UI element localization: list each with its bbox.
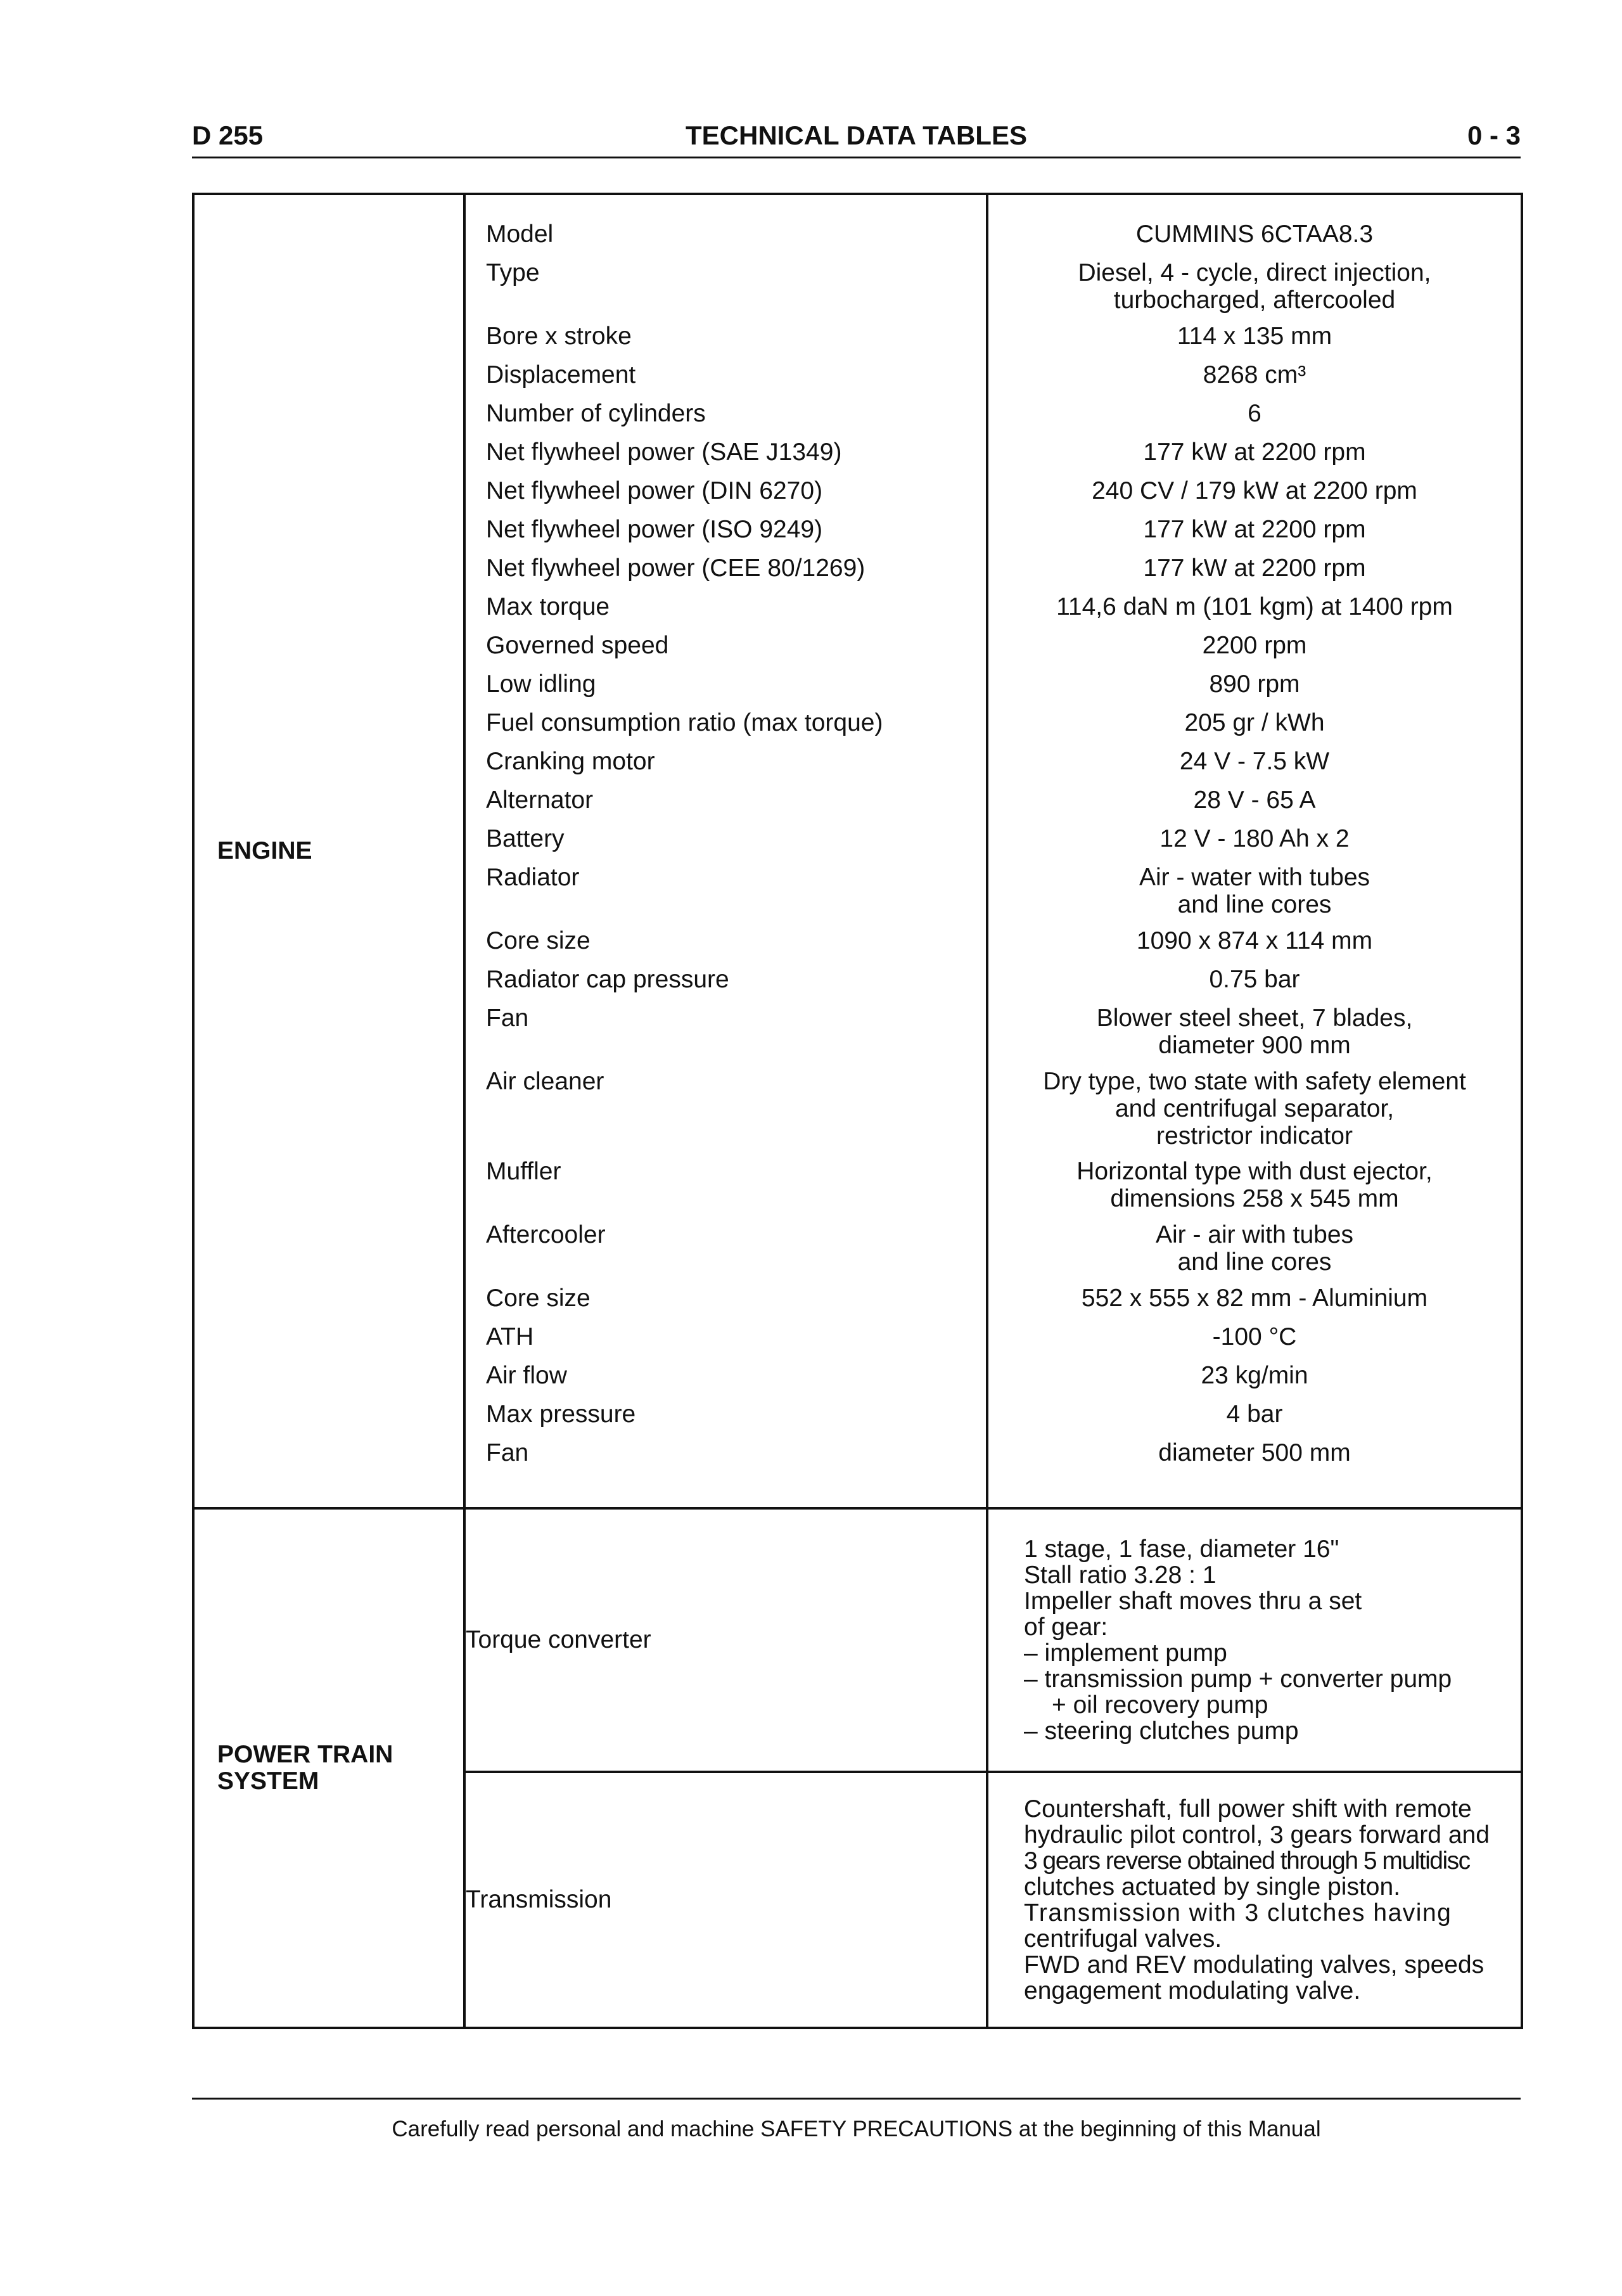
spec-value-line: -100 °C	[1212, 1323, 1297, 1350]
engine-group-label	[193, 194, 464, 1508]
spec-value-line: 114,6 daN m (101 kgm) at 1400 rpm	[1056, 593, 1453, 620]
spec-label: Radiator	[486, 864, 580, 891]
spec-label: Max torque	[486, 593, 610, 620]
spec-label: ATH	[486, 1323, 534, 1350]
spec-label: Net flywheel power (DIN 6270)	[486, 477, 823, 504]
spec-value-line: diameter 900 mm	[1158, 1032, 1351, 1059]
transmission-label: Transmission	[464, 1772, 987, 2028]
spec-label: Alternator	[486, 786, 594, 814]
spec-label: Muffler	[486, 1158, 561, 1185]
safety-footer-note: Carefully read personal and machine SAFETY PRECAUTIONS at the beginning of this Manual	[392, 2117, 1321, 2141]
model-code: D 255	[192, 120, 264, 150]
engine-labels-column	[464, 194, 987, 1508]
spec-value-line: and centrifugal separator,	[1114, 1095, 1395, 1122]
spec-value	[988, 632, 1521, 670]
spec-value-line: 1090 x 874 x 114 mm	[1136, 927, 1373, 954]
torque-converter-value	[987, 1508, 1522, 1772]
spec-label: Fuel consumption ratio (max torque)	[486, 709, 883, 736]
spec-label: Cranking motor	[486, 748, 655, 775]
spec-value	[988, 1323, 1521, 1362]
spec-value-line: dimensions 258 x 545 mm	[1110, 1185, 1399, 1212]
spec-value	[988, 748, 1521, 786]
spec-value	[988, 259, 1521, 323]
spec-value-line: 177 kW at 2200 rpm	[1143, 516, 1366, 543]
spec-value	[988, 670, 1521, 709]
tc-line: 1 stage, 1 fase, diameter 16"	[1024, 1536, 1339, 1563]
spec-value	[988, 361, 1521, 400]
tr-line: engagement modulating valve.	[1024, 1977, 1361, 2004]
spec-value	[988, 864, 1521, 927]
tr-line: Countershaft, full power shift with remote	[1024, 1795, 1472, 1823]
spec-value-line: CUMMINS 6CTAA8.3	[1135, 221, 1374, 248]
tc-line: + oil recovery pump	[1052, 1691, 1268, 1719]
engine-section	[193, 194, 1522, 1508]
spec-value-line: 23 kg/min	[1201, 1362, 1308, 1389]
spec-label: Displacement	[486, 361, 636, 388]
spec-value-line: Air - air with tubes	[1155, 1221, 1354, 1248]
spec-value	[988, 927, 1521, 966]
spec-label: Model	[486, 221, 554, 248]
spec-value	[988, 400, 1521, 439]
spec-label: Low idling	[486, 670, 596, 698]
spec-label: Battery	[486, 825, 565, 852]
spec-value-line: Air - water with tubes	[1139, 864, 1370, 891]
spec-value-line: 114 x 135 mm	[1177, 323, 1332, 350]
engine-label: ENGINE	[217, 837, 312, 864]
torque-converter-label: Torque converter	[464, 1508, 987, 1772]
spec-value-line: 890 rpm	[1209, 670, 1300, 698]
page-title: TECHNICAL DATA TABLES	[686, 120, 1027, 150]
spec-value-line: 24 V - 7.5 kW	[1179, 748, 1330, 775]
power-train-label-line: SYSTEM	[217, 1767, 319, 1795]
spec-value	[988, 593, 1521, 632]
spec-value-line: turbocharged, aftercooled	[1113, 286, 1396, 314]
spec-value-line: and line cores	[1177, 891, 1332, 918]
spec-value	[988, 1401, 1521, 1439]
spec-value-line: Diesel, 4 - cycle, direct injection,	[1078, 259, 1431, 286]
spec-value-line: diameter 500 mm	[1158, 1439, 1351, 1466]
spec-value	[988, 323, 1521, 361]
spec-value	[988, 825, 1521, 864]
spec-label: Governed speed	[486, 632, 669, 659]
spec-value-line: 177 kW at 2200 rpm	[1143, 555, 1366, 582]
spec-value-line: 12 V - 180 Ah x 2	[1159, 825, 1350, 852]
spec-label: Fan	[486, 1439, 529, 1466]
tr-line: FWD and REV modulating valves, speeds	[1024, 1951, 1485, 1979]
tr-line: hydraulic pilot control, 3 gears forward and	[1024, 1821, 1490, 1849]
spec-value	[988, 1221, 1521, 1285]
spec-label: Fan	[486, 1004, 529, 1032]
spec-value-line: 28 V - 65 A	[1193, 786, 1316, 814]
tc-line: Stall ratio 3.28 : 1	[1024, 1562, 1216, 1589]
spec-value-line: 6	[1248, 400, 1261, 427]
spec-value	[988, 477, 1521, 516]
page-header	[192, 120, 1521, 157]
spec-value-line: 4 bar	[1226, 1401, 1283, 1428]
spec-value-line: restrictor indicator	[1156, 1122, 1353, 1150]
spec-value	[988, 555, 1521, 593]
spec-value	[988, 1285, 1521, 1323]
spec-value	[988, 439, 1521, 477]
spec-label: Net flywheel power (SAE J1349)	[486, 439, 842, 466]
tr-line: centrifugal valves.	[1024, 1925, 1222, 1953]
spec-value-line: Blower steel sheet, 7 blades,	[1096, 1004, 1413, 1032]
spec-label: Bore x stroke	[486, 323, 632, 350]
spec-value-line: 552 x 555 x 82 mm - Aluminium	[1081, 1285, 1428, 1312]
spec-label: Type	[486, 259, 540, 286]
spec-value	[988, 1068, 1521, 1158]
header-rule	[192, 157, 1521, 158]
spec-value	[988, 221, 1521, 259]
spec-label: Aftercooler	[486, 1221, 606, 1248]
tr-line: clutches actuated by single piston.	[1024, 1873, 1401, 1901]
spec-label: Core size	[486, 1285, 591, 1312]
power-train-label-line: POWER TRAIN	[217, 1741, 393, 1768]
spec-value-line: Horizontal type with dust ejector,	[1076, 1158, 1433, 1185]
spec-value-line: 0.75 bar	[1209, 966, 1300, 993]
tc-line: of gear:	[1024, 1613, 1108, 1641]
spec-value-line: 177 kW at 2200 rpm	[1143, 439, 1366, 466]
transmission-value	[987, 1772, 1522, 2028]
spec-value	[988, 966, 1521, 1004]
engine-values-column	[987, 194, 1522, 1508]
spec-value-line: and line cores	[1177, 1248, 1332, 1276]
technical-data-table	[192, 193, 1523, 2029]
spec-label: Radiator cap pressure	[486, 966, 729, 993]
tc-line: – transmission pump + converter pump	[1024, 1665, 1452, 1693]
spec-value	[988, 1362, 1521, 1401]
spec-value-line: 8268 cm³	[1203, 361, 1306, 388]
spec-value	[988, 786, 1521, 825]
torque-converter-row	[193, 1508, 1522, 1772]
tc-line: Impeller shaft moves thru a set	[1024, 1587, 1362, 1615]
tc-line: – steering clutches pump	[1024, 1717, 1299, 1745]
spec-value	[988, 1158, 1521, 1221]
spec-value	[988, 516, 1521, 555]
spec-value-line: 240 CV / 179 kW at 2200 rpm	[1092, 477, 1417, 504]
spec-value	[988, 1004, 1521, 1068]
footer-rule	[192, 2098, 1521, 2100]
spec-value	[988, 709, 1521, 748]
spec-label: Air cleaner	[486, 1068, 604, 1095]
spec-value	[988, 1439, 1521, 1478]
spec-label: Core size	[486, 927, 591, 954]
spec-value-line: 205 gr / kWh	[1184, 709, 1325, 736]
spec-label: Net flywheel power (CEE 80/1269)	[486, 555, 865, 582]
tr-line: Transmission with 3 clutches having	[1024, 1899, 1452, 1927]
spec-label: Air flow	[486, 1362, 567, 1389]
page-number: 0 - 3	[1467, 120, 1521, 150]
spec-label: Max pressure	[486, 1401, 636, 1428]
tr-line: 3 gears reverse obtained through 5 multidisc	[1024, 1847, 1470, 1875]
spec-label: Net flywheel power (ISO 9249)	[486, 516, 823, 543]
spec-value-line: 2200 rpm	[1202, 632, 1307, 659]
spec-label: Number of cylinders	[486, 400, 706, 427]
power-train-group-label	[193, 1508, 464, 2028]
spec-value-line: Dry type, two state with safety element	[1043, 1068, 1466, 1095]
tc-line: – implement pump	[1024, 1639, 1227, 1667]
